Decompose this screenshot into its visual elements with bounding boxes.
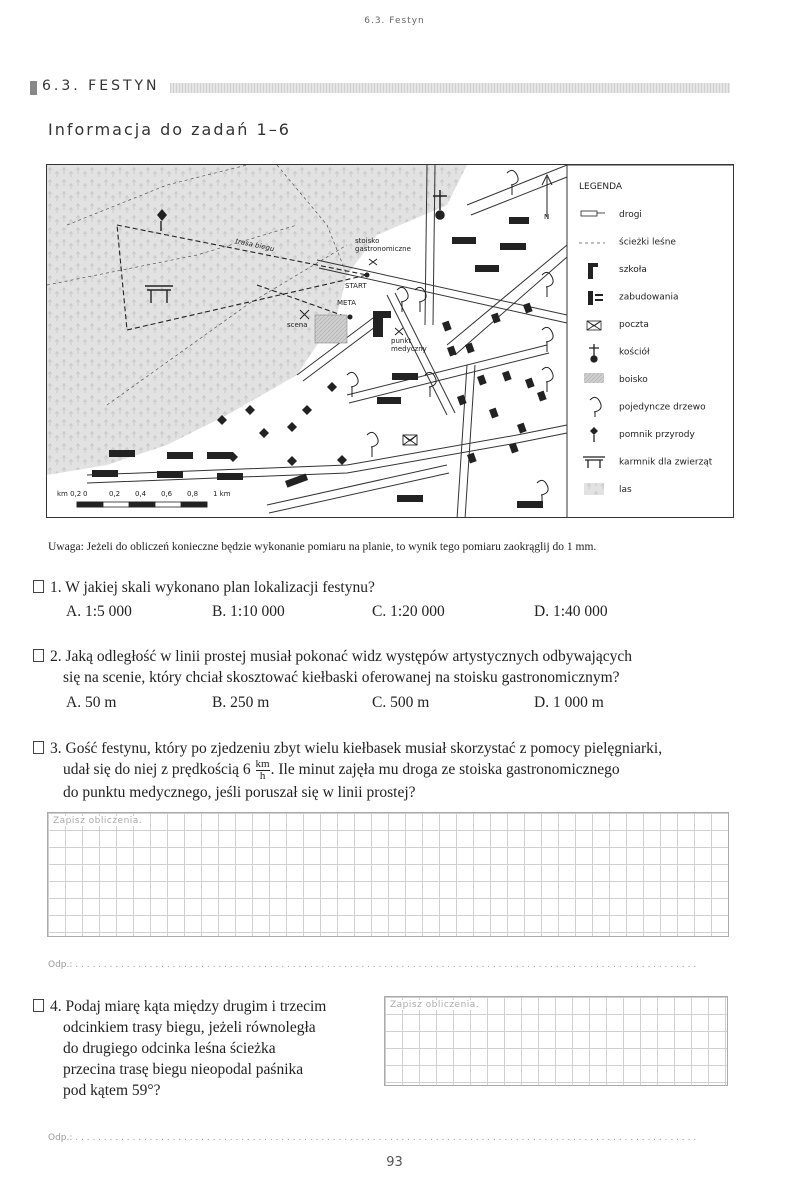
sports-field <box>315 315 347 343</box>
legend-icon-field <box>584 373 604 383</box>
task-4-text-1: Podaj miarę kąta między drugim i trzecim <box>65 998 327 1015</box>
section-title: 6.3. FESTYN <box>42 78 168 94</box>
legend-label-road: drogi <box>619 210 642 220</box>
task-4-text-4: przecina trasę biegu nieopodal paśnika <box>63 1061 304 1078</box>
school-building <box>373 311 391 337</box>
task-3 <box>33 738 743 803</box>
scale-tick-label: 0,8 <box>187 490 199 498</box>
task-4-number: 4. <box>50 998 62 1015</box>
legend-label-post-office: poczta <box>619 320 649 330</box>
legend-label-sports-field: boisko <box>619 375 648 385</box>
task-3-text-2b: . Ile minut zajęła mu droga ze stoiska gastronomicznego <box>270 761 620 779</box>
legend-icon-forest <box>584 483 604 495</box>
legend-label-monument: pomnik przyrody <box>619 430 695 440</box>
measurement-note: Uwaga: Jeżeli do obliczeń konieczne będzie wykonanie pomiaru na planie, to wynik tego pomiaru zaokrąglij do 1 mm. <box>48 541 597 553</box>
legend-label-building: zabudowania <box>619 292 679 303</box>
task-4-text-2: odcinkiem trasy biegu, jeżeli równoległa <box>63 1019 316 1036</box>
task-2-option-c[interactable]: C. 500 m <box>372 694 430 711</box>
task-1-text: W jakiej skali wykonano plan lokalizacji festynu? <box>65 579 375 596</box>
legend <box>567 165 734 518</box>
finish-point <box>348 315 353 320</box>
scale-tick-label: 0 <box>83 490 88 498</box>
food-stand-icon <box>369 259 377 265</box>
task-1-option-c[interactable]: C. 1:20 000 <box>372 603 445 620</box>
stoisko-label-1: stoisko <box>355 237 380 245</box>
scena-label: scena <box>287 321 308 329</box>
punkt-label-2: medyczny <box>391 345 427 353</box>
page-number: 93 <box>386 1155 403 1170</box>
scale-tick-label: 0,4 <box>135 490 147 498</box>
task-2 <box>33 646 743 688</box>
punkt-label-1: punkt <box>391 337 412 345</box>
north-arrow <box>542 175 552 217</box>
start-label: START <box>345 282 367 290</box>
info-heading: Informacja do zadań 1–6 <box>48 120 291 139</box>
task-3-checkbox[interactable] <box>33 741 44 754</box>
task-4-text-3: do drugiego odcinka leśna ścieżka <box>63 1040 276 1057</box>
festival-map <box>46 164 734 518</box>
post-office-icon <box>403 435 417 445</box>
task-1-option-d[interactable]: D. 1:40 000 <box>534 603 608 620</box>
scale-bar-graphic <box>77 502 207 507</box>
task-1-checkbox[interactable] <box>33 580 44 593</box>
task-2-option-a[interactable]: A. 50 m <box>66 694 117 711</box>
scale-tick-label: 0,6 <box>161 490 173 498</box>
scale-prefix: km 0,2 <box>57 490 82 498</box>
task-1-number: 1. <box>50 579 62 596</box>
section-marker <box>30 81 37 95</box>
task-1-option-b[interactable]: B. 1:10 000 <box>212 603 285 620</box>
task-3-answer-line[interactable]: Odp.: . . . . . . . . . . . . . . . . . . . . . . . . . . . . . . . . . . . . . . . . . . . . . . . . . . . . . . . . . . . . . . . . . . . . . . . . . . . . . . . . . . . . . . . . . . . . . . . . . . . . . . . . . . . . . <box>48 960 697 970</box>
running-head: 6.3. Festyn <box>364 16 425 26</box>
start-point <box>365 273 370 278</box>
task-3-text-2a: udał się do niej z prędkością 6 <box>63 761 251 779</box>
task-3-grid-label: Zapisz obliczenia. <box>53 816 143 826</box>
forest-area <box>47 165 467 475</box>
task-4-text-5: pod kątem 59°? <box>63 1082 161 1099</box>
task-2-text-1: Jaką odległość w linii prostej musiał pokonać widz występów artystycznych odbywających <box>65 648 632 665</box>
task-3-number: 3. <box>50 740 62 757</box>
meta-label: META <box>337 299 356 307</box>
task-3-unit-denominator: h <box>259 770 266 782</box>
task-2-option-d[interactable]: D. 1 000 m <box>534 694 604 711</box>
section-stripe <box>170 83 730 93</box>
task-4-checkbox[interactable] <box>33 999 44 1012</box>
legend-label-forest: las <box>619 485 632 495</box>
task-4-calculation-grid[interactable] <box>384 996 728 1086</box>
north-label: N <box>544 213 550 221</box>
map-svg <box>47 165 734 518</box>
task-3-unit-numerator: km <box>255 758 270 770</box>
medical-point-icon <box>395 328 403 335</box>
task-2-option-b[interactable]: B. 250 m <box>212 694 270 711</box>
legend-label-feeder: karmnik dla zwierząt <box>619 457 713 468</box>
task-3-answer-label: Odp.: <box>48 960 73 970</box>
scale-tick-label: 0,2 <box>109 490 121 498</box>
legend-label-school: szkoła <box>619 265 647 275</box>
task-4 <box>33 996 373 1101</box>
task-1 <box>33 577 375 598</box>
legend-label-tree: pojedyncze drzewo <box>619 402 706 413</box>
scale-tick-label: 1 km <box>213 490 231 498</box>
task-4-grid-label: Zapisz obliczenia. <box>390 1000 480 1010</box>
legend-label-church: kościół <box>619 347 650 358</box>
task-2-text-2: się na scenie, który chciał skosztować kiełbaski oferowanej na stoisku gastronomicznym? <box>63 669 620 686</box>
task-1-option-a[interactable]: A. 1:5 000 <box>66 603 132 620</box>
task-2-checkbox[interactable] <box>33 649 44 662</box>
legend-title: LEGENDA <box>579 182 623 192</box>
trasa-biegu-label: trasa biegu <box>234 237 276 254</box>
task-3-calculation-grid[interactable] <box>47 812 729 937</box>
task-3-text-3: do punktu medycznego, jeśli poruszał się w linii prostej? <box>63 784 416 801</box>
scale-ticks <box>83 490 231 498</box>
task-2-number: 2. <box>50 648 62 665</box>
legend-label-forest-path: ścieżki leśne <box>619 237 676 248</box>
stoisko-label-2: gastronomiczne <box>355 245 411 253</box>
task-4-answer-line[interactable]: Odp.: . . . . . . . . . . . . . . . . . . . . . . . . . . . . . . . . . . . . . . . . . . . . . . . . . . . . . . . . . . . . . . . . . . . . . . . . . . . . . . . . . . . . . . . . . . . . . . . . . . . . . . . . . . . . . <box>48 1133 697 1143</box>
task-3-unit-fraction <box>256 759 270 782</box>
task-3-text-1: Gość festynu, który po zjedzeniu zbyt wielu kiełbasek musiał skorzystać z pomocy pielęgniarki, <box>65 740 663 757</box>
task-4-answer-label: Odp.: <box>48 1133 73 1143</box>
section-header <box>30 80 730 96</box>
